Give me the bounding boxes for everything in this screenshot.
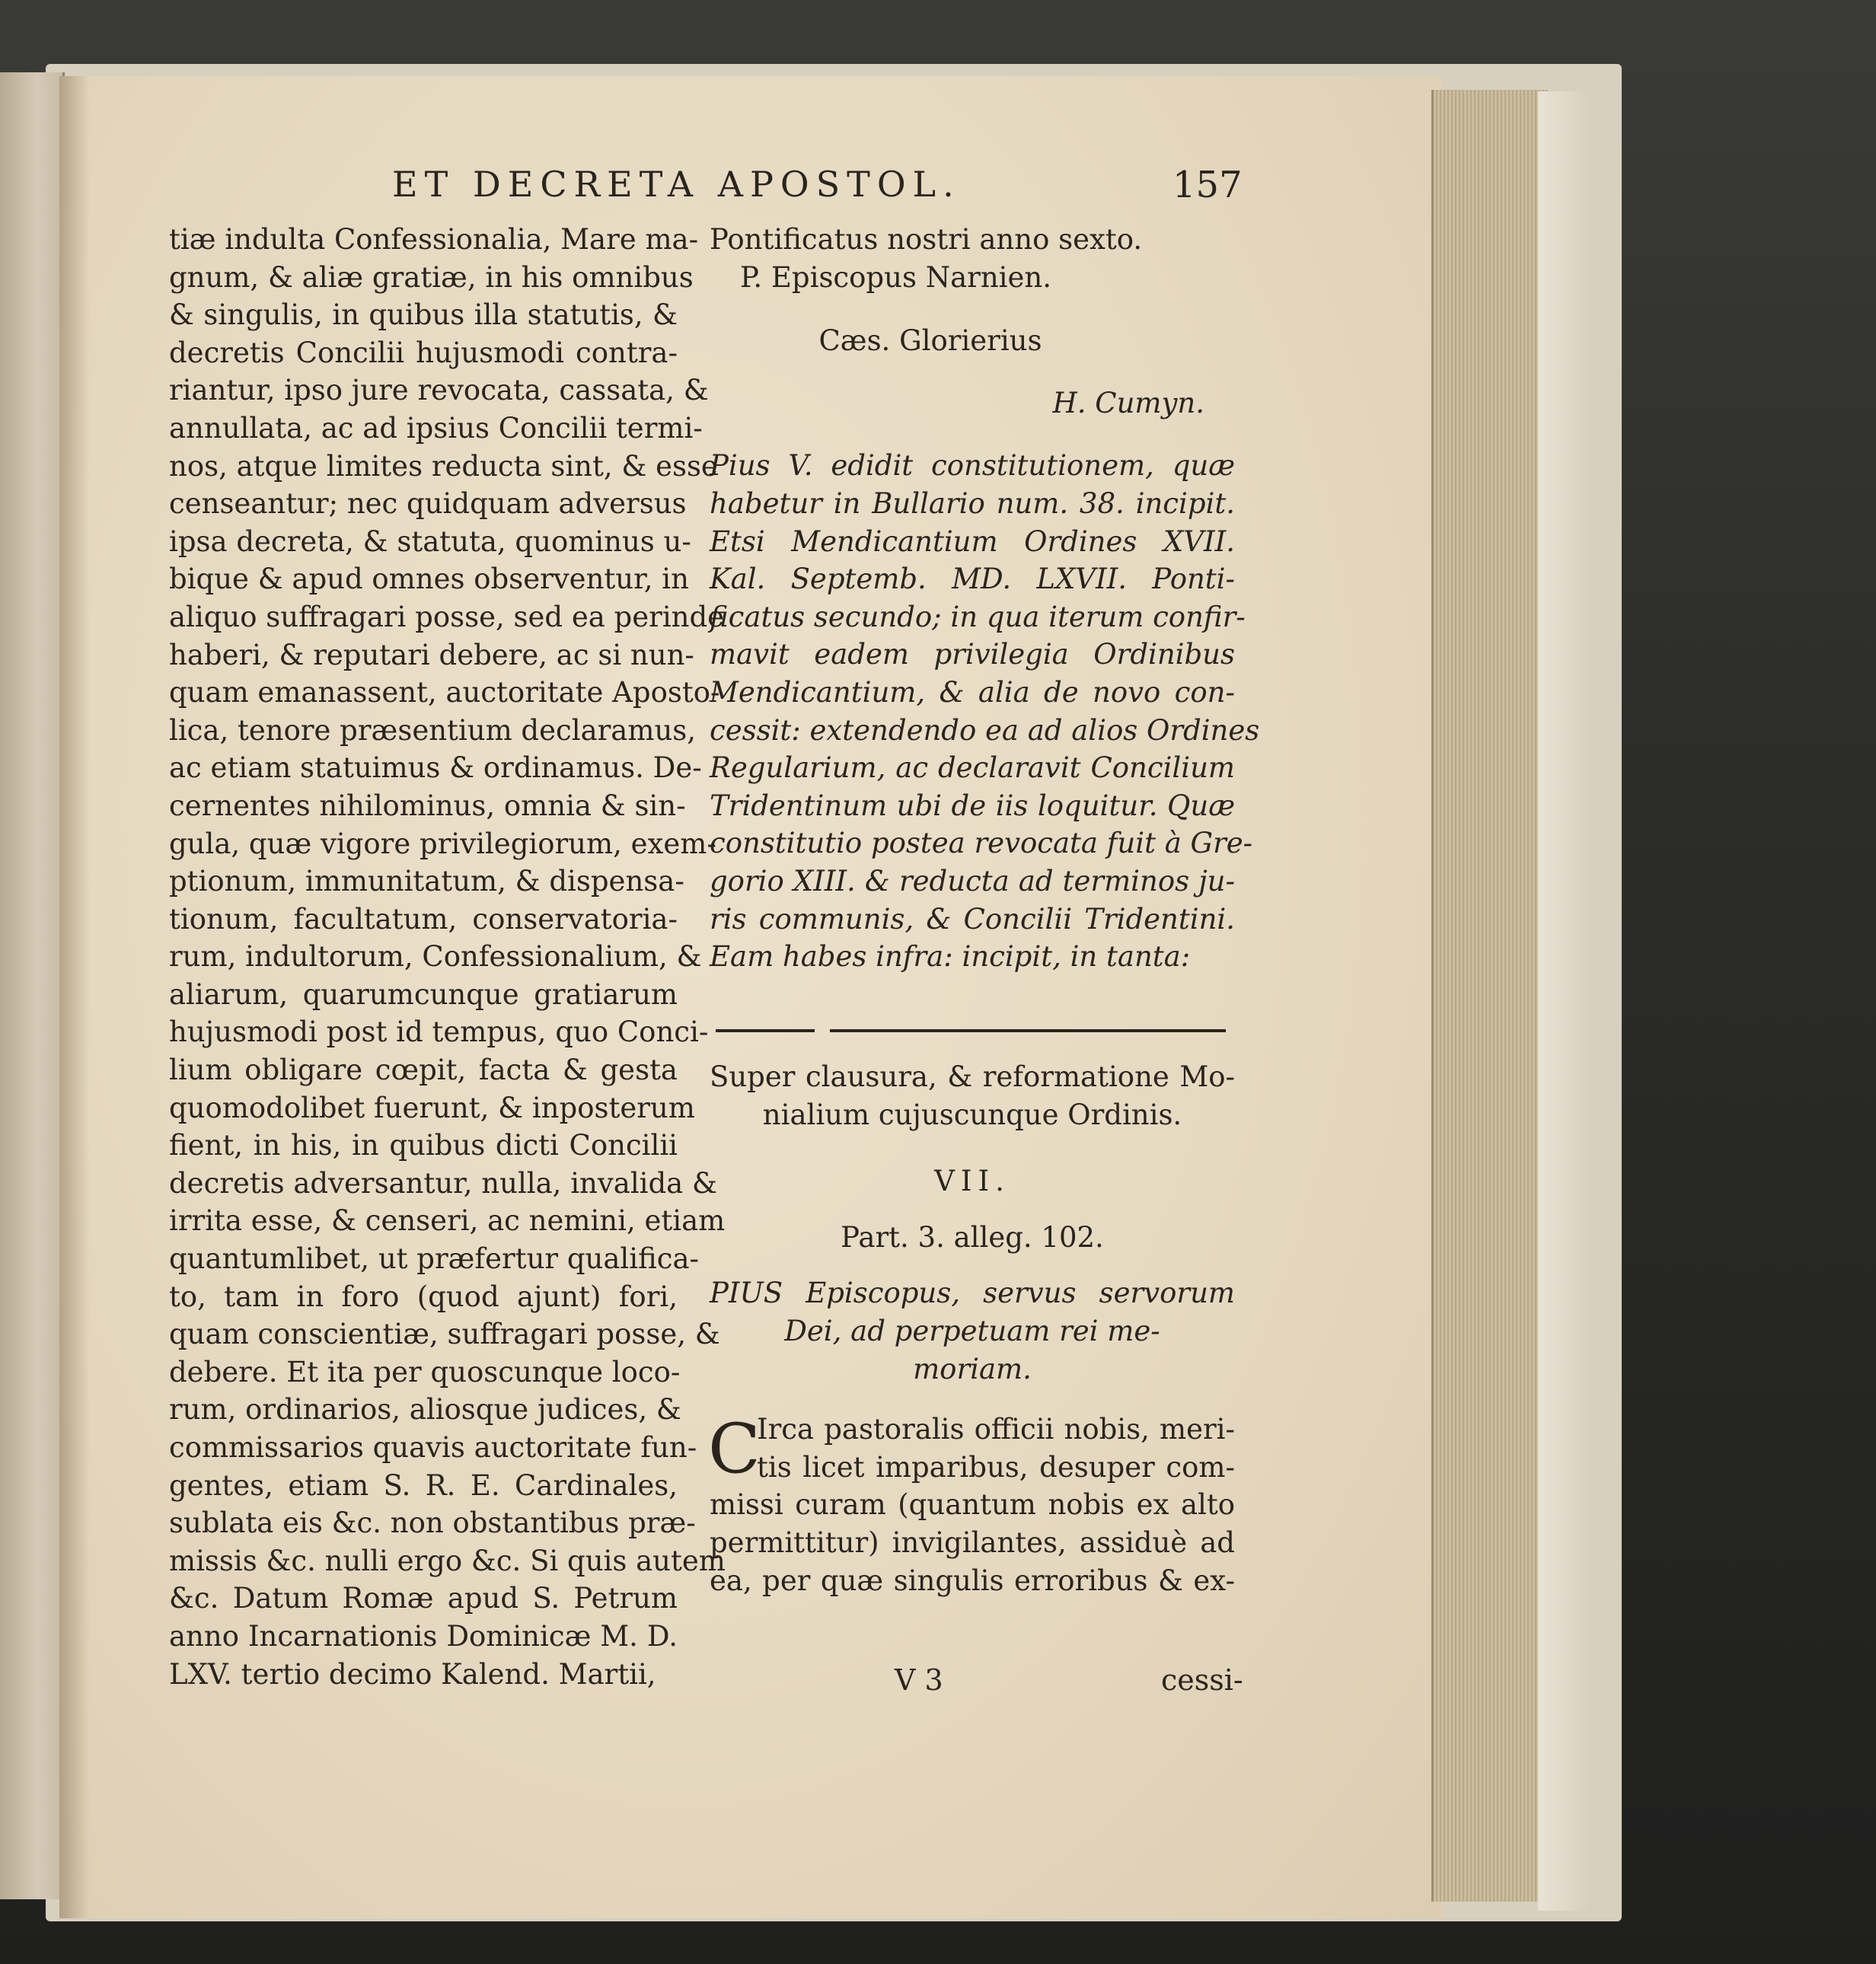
text-line: ipsa decreta, & statuta, quominus u- <box>169 524 691 558</box>
text-line: lica, tenore præsentium declaramus, <box>169 713 697 747</box>
section-number: VII. <box>934 1165 1010 1198</box>
text-line: gnum, & aliæ gratiæ, in his omnibus <box>169 260 694 294</box>
body-line: ea, per quæ singulis erroribus & ex- <box>710 1564 1235 1597</box>
note-line: Eam habes infra: incipit, in tanta: <box>710 940 1191 974</box>
note-line: Pius V. edidit constitutionem, quæ <box>710 449 1235 483</box>
text-line: ptionum, immunitatum, & dispensa- <box>169 865 684 898</box>
salutation-line: moriam. <box>913 1352 1032 1385</box>
text-line: rum, ordinarios, aliosque judices, & <box>169 1393 681 1427</box>
text-line: to, tam in foro (quod ajunt) fori, <box>169 1280 678 1313</box>
body-line: permittitur) invigilantes, assiduè ad <box>710 1526 1235 1559</box>
note-line: ficatus secundo; in qua iterum confir- <box>710 600 1246 633</box>
text-line: irrita esse, & censeri, ac nemini, etiam <box>169 1204 726 1238</box>
text-line: decretis adversantur, nulla, invalida & <box>169 1166 717 1200</box>
note-line: constitutio postea revocata fuit à Gre- <box>710 827 1253 860</box>
text-line: P. Episcopus Narnien. <box>740 260 1051 294</box>
reference: Part. 3. alleg. 102. <box>841 1220 1104 1254</box>
body-line: tis licet imparibus, desuper com- <box>757 1450 1235 1484</box>
signature-name: Cæs. Glorierius <box>818 324 1042 358</box>
section-title: nialium cujuscunque Ordinis. <box>762 1098 1182 1131</box>
text-line: quam conscientiæ, suffragari posse, & <box>169 1318 720 1351</box>
signature-name: H. Cumyn. <box>1052 386 1204 419</box>
text-line: LXV. tertio decimo Kalend. Martii, <box>169 1657 656 1691</box>
left-column <box>169 221 726 1693</box>
text-line: sublata eis &c. non obstantibus præ- <box>169 1506 696 1540</box>
text-line: annullata, ac ad ipsius Concilii termi- <box>169 411 703 445</box>
text-line: &c. Datum Romæ apud S. Petrum <box>169 1582 678 1615</box>
page-gutter-shadow <box>59 76 90 1918</box>
drop-cap: C <box>708 1409 761 1490</box>
text-line: quantumlibet, ut præfertur qualifica- <box>169 1242 700 1276</box>
text-line: aliarum, quarumcunque gratiarum <box>169 977 678 1011</box>
note-line: habetur in Bullario num. 38. incipit. <box>710 486 1235 520</box>
text-line: fient, in his, in quibus dicti Concilii <box>169 1129 678 1162</box>
divider-rule <box>716 1029 815 1032</box>
text-line: debere. Et ita per quoscunque loco- <box>169 1355 681 1389</box>
page-number: 157 <box>1172 164 1243 206</box>
signature-mark: V 3 <box>895 1663 943 1697</box>
text-line: nos, atque limites reducta sint, & esse <box>169 449 718 483</box>
note-line: Tridentinum ubi de iis loquitur. Quæ <box>710 789 1235 822</box>
text-line: lium obligare cœpit, facta & gesta <box>169 1054 678 1087</box>
text-line: commissarios quavis auctoritate fun- <box>169 1431 697 1464</box>
body-line: Irca pastoralis officii nobis, meri- <box>757 1413 1235 1446</box>
page-edges <box>1431 90 1548 1902</box>
text-line: gula, quæ vigore privilegiorum, exem- <box>169 827 716 860</box>
text-line: quomodolibet fuerunt, & inposterum <box>169 1091 695 1124</box>
text-line: anno Incarnationis Dominicæ M. D. <box>169 1619 678 1653</box>
running-title: ET DECRETA APOSTOL. <box>392 164 961 205</box>
text-line: ac etiam statuimus & ordinamus. De- <box>169 751 702 785</box>
note-line: Etsi Mendicantium Ordines XVII. <box>710 524 1235 558</box>
text-line: gentes, etiam S. R. E. Cardinales, <box>169 1468 678 1502</box>
text-line: & singulis, in quibus illa statutis, & <box>169 298 678 332</box>
text-line: cernentes nihilominus, omnia & sin- <box>169 789 686 822</box>
text-line: censeantur; nec quidquam adversus <box>169 487 687 521</box>
text-line: decretis Concilii hujusmodi contra- <box>169 336 678 369</box>
section-title: Super clausura, & reformatione Mo- <box>710 1060 1235 1093</box>
text-line: quam emanassent, auctoritate Aposto- <box>169 676 720 709</box>
note-line: cessit: extendendo ea ad alios Ordines <box>710 713 1260 747</box>
section-block <box>710 1058 1235 1599</box>
catchword: cessi- <box>1161 1663 1243 1697</box>
body-line: missi curam (quantum nobis ex alto <box>710 1488 1235 1522</box>
text-line: riantur, ipso jure revocata, cassata, & <box>169 374 709 407</box>
text-line: Pontificatus nostri anno sexto. <box>710 223 1143 256</box>
text-line: haberi, & reputari debere, ac si nun- <box>169 638 694 671</box>
salutation-line: PIUS Episcopus, servus servorum <box>710 1277 1235 1310</box>
note-line: gorio XIII. & reducta ad terminos ju- <box>710 864 1235 898</box>
facing-page-edge <box>0 72 65 1899</box>
note-line: mavit eadem privilegia Ordinibus <box>710 638 1235 671</box>
text-line: tiæ indulta Confessionalia, Mare ma- <box>169 223 699 256</box>
text-line: bique & apud omnes observentur, in <box>169 563 689 596</box>
note-line: Kal. Septemb. MD. LXVII. Ponti- <box>710 563 1235 596</box>
note-line: Mendicantium, & alia de novo con- <box>710 675 1235 709</box>
note-line: Regularium, ac declaravit Concilium <box>710 751 1235 785</box>
text-line: rum, indultorum, Confessionalium, & <box>169 940 702 974</box>
divider-rule <box>830 1029 1226 1032</box>
note-line: ris communis, & Concilii Tridentini. <box>710 902 1235 936</box>
text-line: hujusmodi post id tempus, quo Conci- <box>169 1015 709 1049</box>
right-column <box>710 221 1260 976</box>
text-line: aliquo suffragari posse, sed ea perinde <box>169 600 725 633</box>
text-line: missis &c. nulli ergo &c. Si quis autem <box>169 1544 726 1577</box>
salutation-line: Dei, ad perpetuam rei me- <box>784 1314 1160 1347</box>
text-line: tionum, facultatum, conservatoria- <box>169 902 678 936</box>
cover-edge <box>1538 91 1591 1911</box>
